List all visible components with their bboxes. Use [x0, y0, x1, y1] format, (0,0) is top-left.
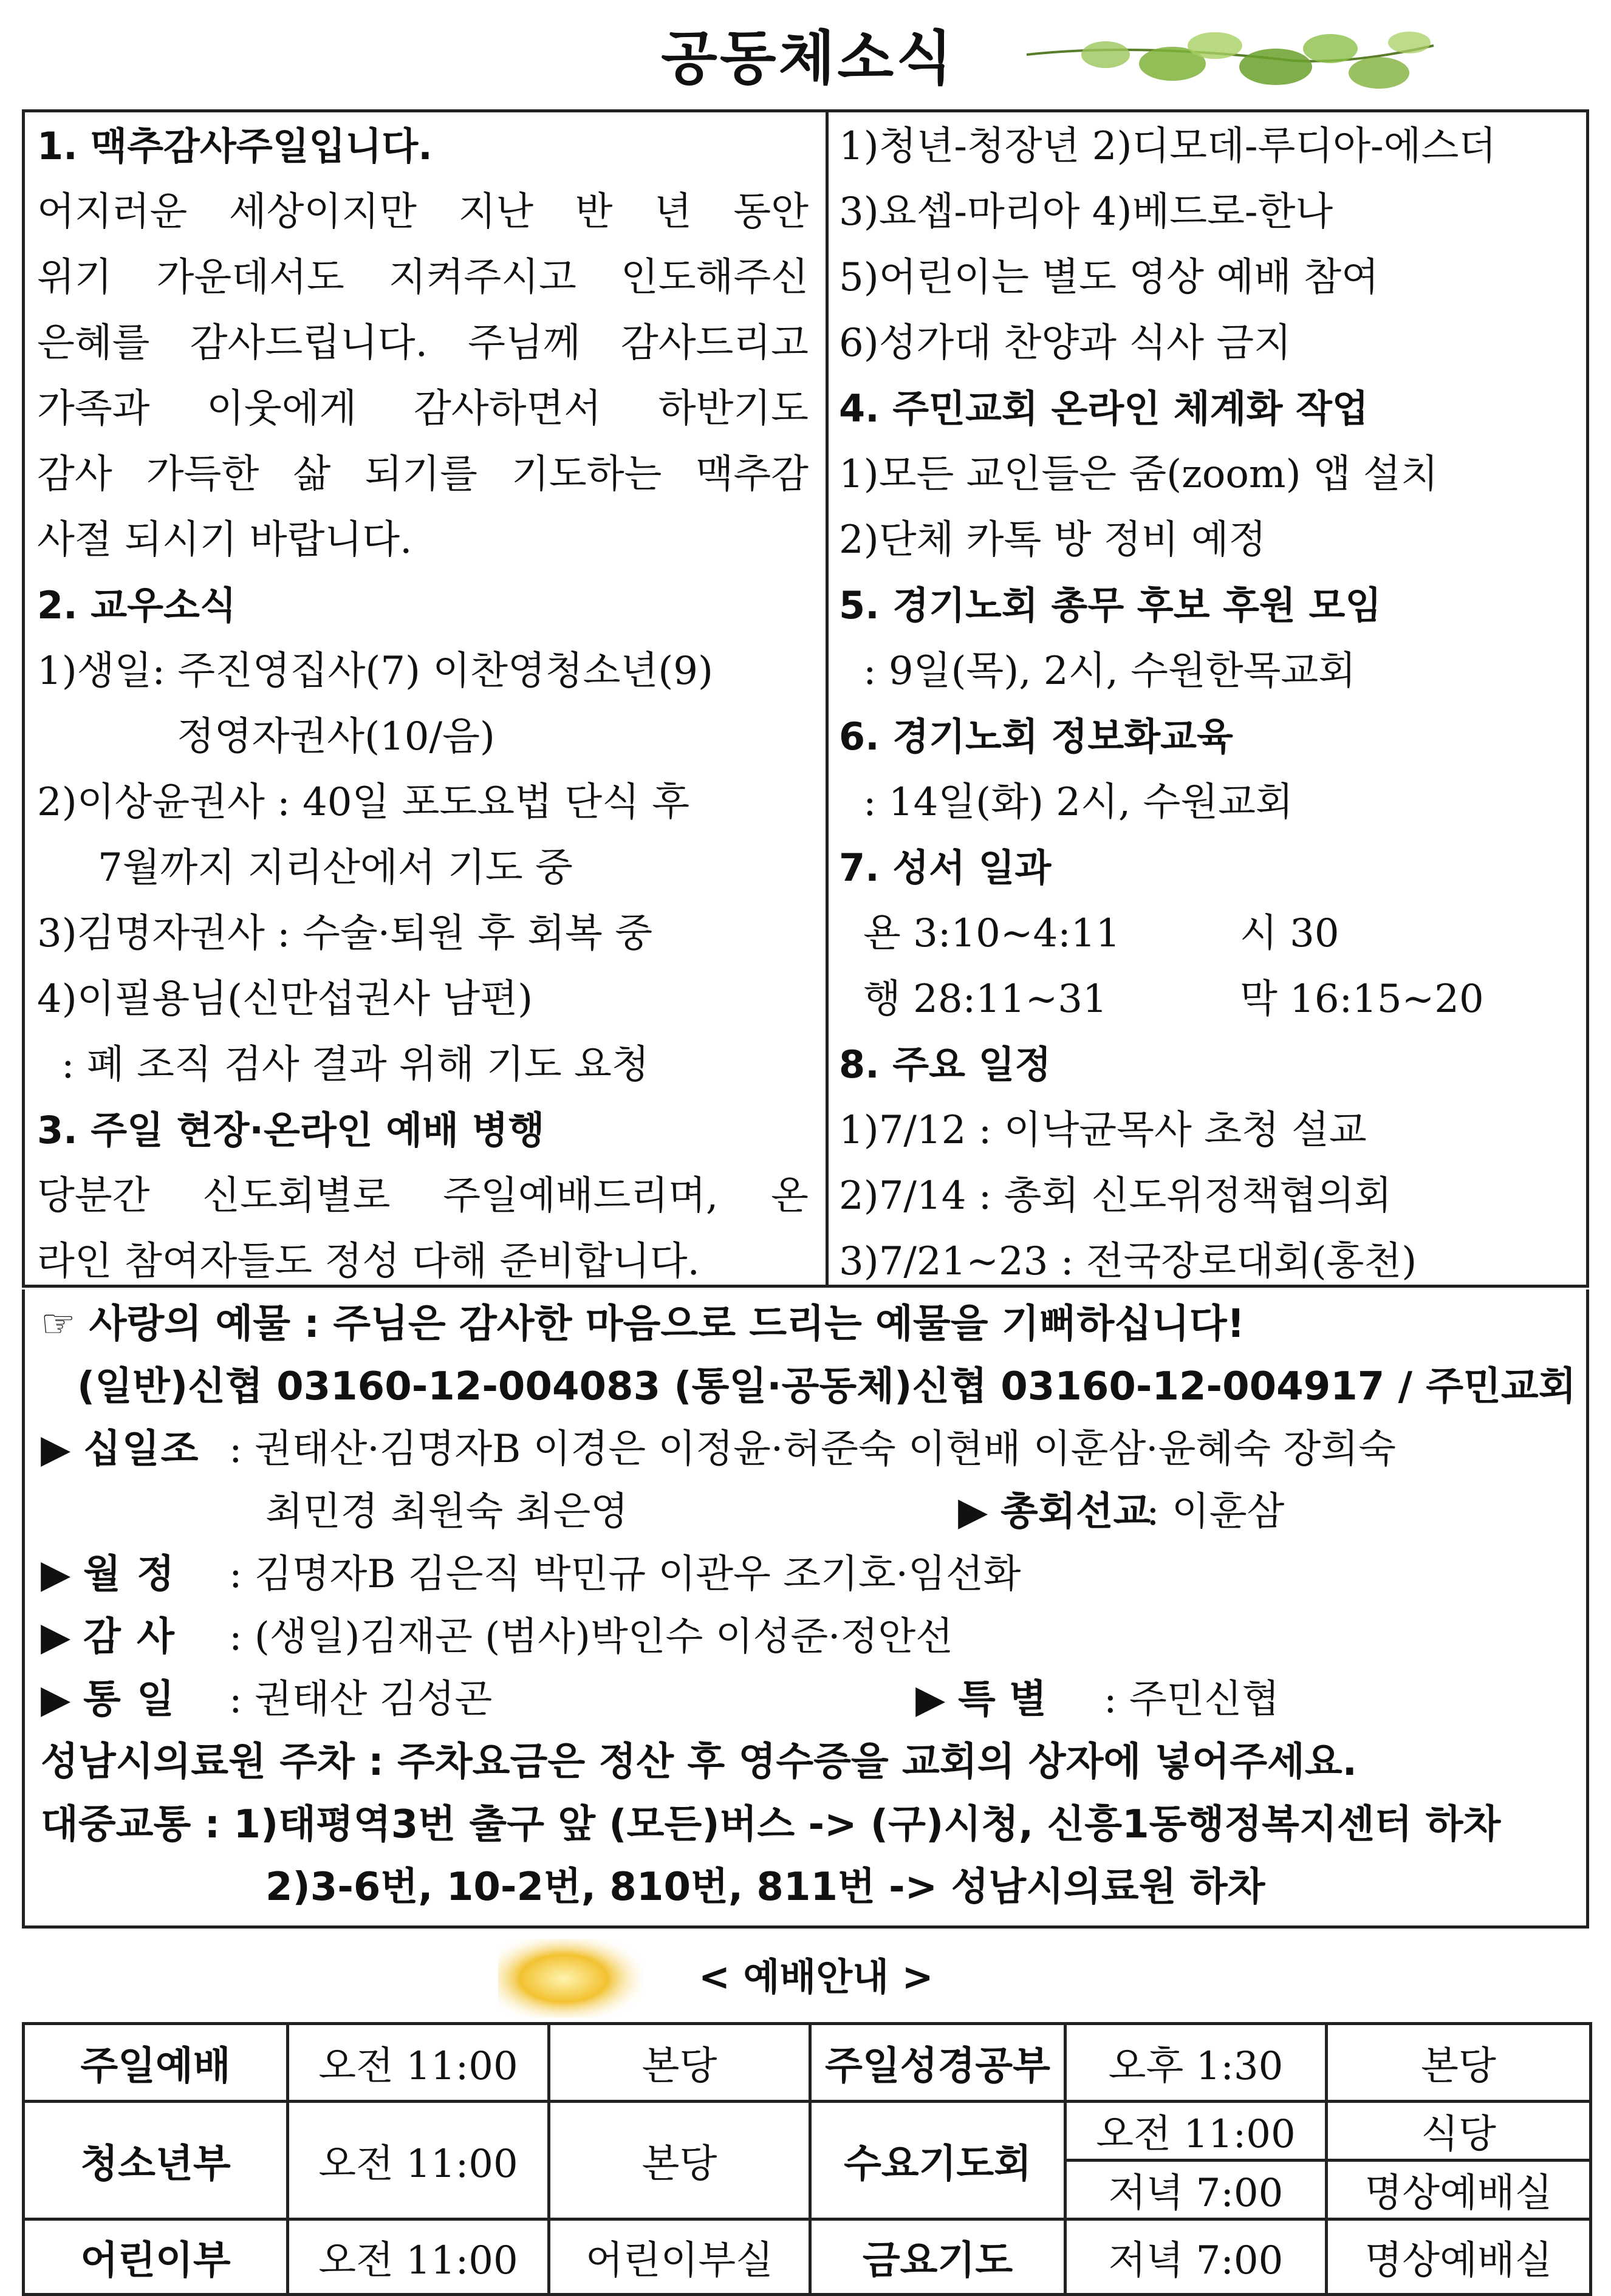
service-schedule-table	[22, 2022, 1592, 2296]
scripture-reading: 시 30	[1240, 911, 1339, 956]
section-3-heading: 3. 주일 현장·온라인 예배 병행	[37, 1108, 545, 1152]
column-divider	[826, 112, 829, 1286]
news-box	[22, 109, 1589, 1288]
birthday-line: 1)생일: 주진영집사(7) 이찬영청소년(9)	[37, 649, 713, 694]
service-time: 오후 1:30	[1065, 2024, 1327, 2102]
group-line: 3)요셉-마리아 4)베드로-한나	[839, 190, 1333, 234]
section-2-heading: 2. 교우소식	[37, 583, 236, 627]
group-line: 5)어린이는 별도 영상 예배 참여	[839, 255, 1379, 300]
service-place: 본당	[1327, 2024, 1591, 2102]
unity-label: 통 일	[83, 1677, 176, 1722]
mission-names: : 이훈삼	[1146, 1489, 1285, 1534]
arrow-icon: ▶	[41, 1677, 71, 1722]
scripture-row	[839, 966, 1583, 1032]
tithe-names: 최민경 최원숙 최은영	[265, 1489, 629, 1534]
arrow-icon: ▶	[41, 1427, 71, 1472]
thanks-names: : (생일)김재곤 (범사)박인수 이성준·정안선	[229, 1614, 953, 1659]
service-place: 본당	[549, 2102, 810, 2219]
service-time: 오전 11:00	[288, 2219, 549, 2295]
section-6-heading: 6. 경기노회 정보화교육	[839, 714, 1233, 759]
section-8-heading: 8. 주요 일정	[839, 1042, 1052, 1087]
service-guide-title: < 예배안내 >	[699, 1955, 934, 1999]
transit-line: 대중교통 : 1)태평역3번 출구 앞 (모든)버스 -> (구)시청, 신흥1동행정복지센터 하차	[41, 1802, 1501, 1847]
tithe-label: 십일조	[83, 1427, 200, 1472]
group-line: 1)청년-청장년 2)디모데-루디아-에스더	[839, 124, 1497, 169]
section-4-heading: 4. 주민교회 온라인 체계화 작업	[839, 386, 1369, 431]
service-name: 어린이부	[24, 2219, 288, 2295]
service-name: 수요기도회	[810, 2102, 1065, 2219]
service-time: 오전 11:00	[1065, 2102, 1327, 2161]
unity-row	[41, 1669, 1584, 1731]
arrow-icon: ▶	[915, 1677, 946, 1722]
group-line: 6)성가대 찬양과 식사 금지	[839, 321, 1291, 366]
table-row	[24, 2219, 1591, 2295]
bank-accounts: (일반)신협 03160-12-004083 (통일·공동체)신협 03160-12-004917 / 주민교회	[77, 1364, 1576, 1409]
member-news-line: 3)김명자권사 : 수술·퇴원 후 회복 중	[37, 911, 653, 956]
service-time: 저녁 7:00	[1065, 2219, 1327, 2295]
section-1-line: 위기 가운데서도 지켜주시고 인도해주신	[37, 255, 809, 300]
transit-line-cont: 2)3-6번, 10-2번, 810번, 811번 -> 성남시의료원 하차	[265, 1865, 1265, 1910]
section-1-line: 어지러운 세상이지만 지난 반 년 동안	[37, 190, 809, 234]
monthly-names: : 김명자B 김은직 박민규 이관우 조기호·임선화	[229, 1552, 1021, 1597]
scripture-reading: 막 16:15~20	[1240, 977, 1484, 1022]
scripture-reading: 욘 3:10~4:11	[863, 911, 1121, 956]
tithe-row	[41, 1418, 1584, 1481]
schedule-line: 1)7/12 : 이낙균목사 초청 설교	[839, 1108, 1367, 1153]
section-5-line: : 9일(목), 2시, 수원한목교회	[863, 649, 1356, 694]
monthly-label: 월 정	[83, 1552, 176, 1597]
tithe-row-cont	[41, 1481, 1584, 1543]
service-time: 오전 11:00	[288, 2024, 549, 2102]
birthday-line-cont: 정영자권사(10/음)	[177, 714, 495, 759]
section-3-line: 라인 참여자들도 정성 다해 준비합니다.	[37, 1239, 700, 1284]
section-1-line: 가족과 이웃에게 감사하면서 하반기도	[37, 386, 809, 431]
service-name: 주일성경공부	[810, 2024, 1065, 2102]
section-1-heading: 1. 맥추감사주일입니다.	[37, 124, 433, 168]
service-place: 본당	[549, 2024, 810, 2102]
arrow-icon: ▶	[958, 1489, 988, 1534]
member-news-line-cont: : 폐 조직 검사 결과 위해 기도 요청	[61, 1042, 649, 1087]
special-names: : 주민신협	[1104, 1677, 1280, 1722]
service-name: 청소년부	[24, 2102, 288, 2219]
leaves-decoration-icon	[1014, 18, 1440, 97]
service-place: 어린이부실	[549, 2219, 810, 2295]
service-place: 명상예배실	[1327, 2161, 1591, 2219]
section-7-heading: 7. 성서 일과	[839, 846, 1052, 890]
section-4-line: 1)모든 교인들은 줌(zoom) 앱 설치	[839, 452, 1438, 497]
member-news-line: 2)이상윤권사 : 40일 포도요법 단식 후	[37, 780, 690, 825]
unity-names: : 권태산 김성곤	[229, 1677, 493, 1722]
scripture-reading: 행 28:11~31	[863, 977, 1107, 1022]
special-label: 특 별	[958, 1677, 1047, 1722]
service-place: 식당	[1327, 2102, 1591, 2161]
member-news-line-cont: 7월까지 지리산에서 기도 중	[98, 846, 573, 890]
tithe-names: : 권태산·김명자B 이경은 이정윤·허준숙 이현배 이훈삼·윤혜숙 장희숙	[229, 1427, 1396, 1472]
offering-box	[22, 1290, 1589, 1929]
arrow-icon: ▶	[41, 1552, 71, 1597]
table-row	[24, 2102, 1591, 2161]
service-time: 오전 11:00	[288, 2102, 549, 2219]
member-news-line: 4)이필용님(신만섭권사 남편)	[37, 977, 533, 1022]
section-3-line: 당분간 신도회별로 주일예배드리며, 온	[37, 1174, 809, 1218]
arrow-icon: ▶	[41, 1614, 71, 1659]
service-name: 주일예배	[24, 2024, 288, 2102]
mission-label: 총회선교	[1000, 1489, 1151, 1534]
scripture-row	[839, 901, 1583, 966]
section-1-line: 사절 되시기 바랍니다.	[37, 518, 412, 562]
service-time: 저녁 7:00	[1065, 2161, 1327, 2219]
section-1-line: 은혜를 감사드립니다. 주님께 감사드리고	[37, 321, 809, 366]
section-5-heading: 5. 경기노회 총무 후보 후원 모임	[839, 583, 1382, 627]
thanks-label: 감 사	[83, 1614, 176, 1659]
table-row	[24, 2024, 1591, 2102]
monthly-row	[41, 1543, 1584, 1606]
thanks-row	[41, 1606, 1584, 1669]
section-1-line: 감사 가득한 삶 되기를 기도하는 맥추감	[37, 452, 809, 497]
right-column	[839, 114, 1583, 1294]
parking-note: 성남시의료원 주차 : 주차요금은 정산 후 영수증을 교회의 상자에 넣어주세요.	[41, 1740, 1357, 1785]
schedule-line: 3)7/21~23 : 전국장로대회(홍천)	[839, 1239, 1417, 1284]
page-title: 공동체소식	[661, 24, 955, 92]
section-4-line: 2)단체 카톡 방 정비 예정	[839, 518, 1267, 562]
flower-decoration-icon	[498, 1939, 644, 2018]
offering-heading: ☞ 사랑의 예물 : 주님은 감사한 마음으로 드리는 예물을 기뻐하십니다!	[41, 1302, 1245, 1347]
left-column	[37, 114, 809, 1294]
schedule-line: 2)7/14 : 총회 신도위정책협의회	[839, 1174, 1392, 1218]
service-place: 명상예배실	[1327, 2219, 1591, 2295]
service-name: 금요기도	[810, 2219, 1065, 2295]
section-6-line: : 14일(화) 2시, 수원교회	[863, 780, 1293, 825]
